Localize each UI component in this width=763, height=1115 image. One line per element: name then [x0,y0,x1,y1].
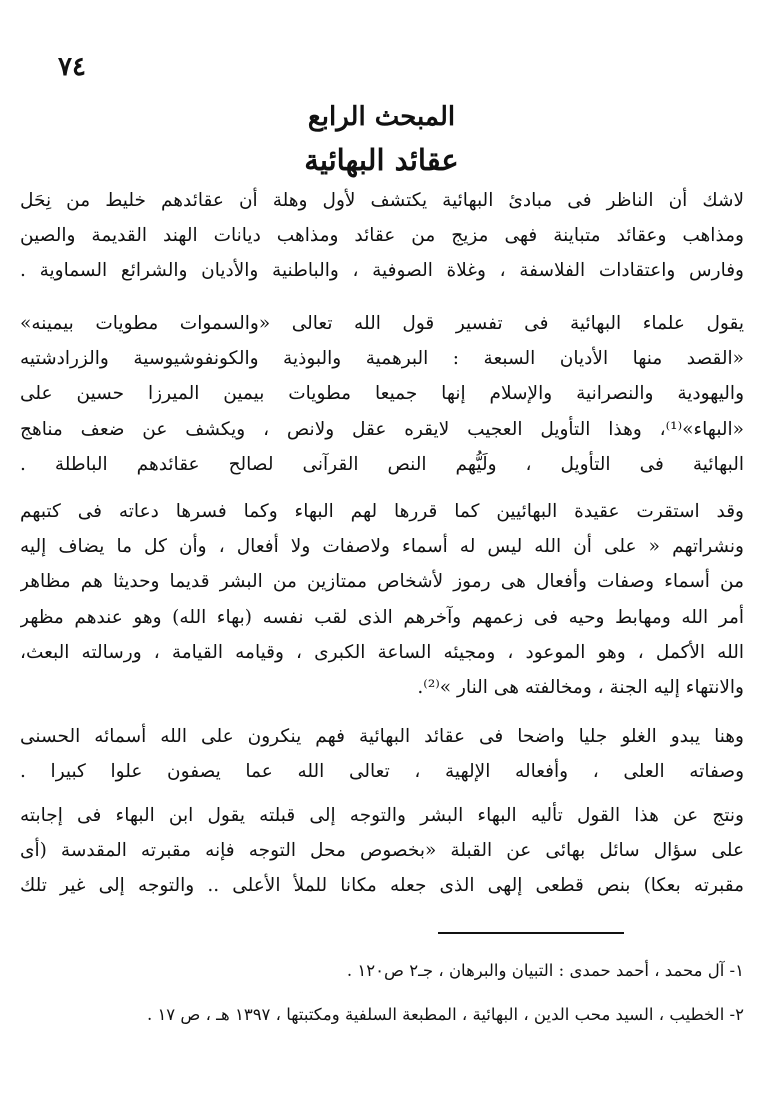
text-line: لاشك أن الناظر فى مبادئ البهائية يكتشف لأول وهلة أن عقائدهم خليط من نِحَل [20,190,744,211]
paragraph-1 [20,183,744,289]
paragraph-5 [20,798,744,904]
text-line: ومذاهب وعقائد متباينة فهى مزيج من عقائد ومذاهب ديانات الهند القديمة والصين [20,225,744,247]
text-line: ونتج عن هذا القول تأليه البهاء البشر والتوجه إلى قبلته يقول ابن البهاء فى إجابته [20,805,744,826]
footnote-1: ١- آل محمد ، أحمد حمدى : التبيان والبرهان ، جـ٢ ص١٢٠ . [346,961,744,980]
text-line: «البهاء»⁽¹⁾، وهذا التأويل العجيب لايقره عقل ولانص ، ويكشف عن ضعف مناهج [20,418,744,440]
text-line: «القصد منها الأديان السبعة : البرهمية والبوذية والكونفوشيوسية والزرادشتيه [20,348,744,370]
text-line: على سؤال سائل بهائى عن القبلة «بخصوص محل التوجه فإنه مقبرته المقدسة (أى [20,840,744,862]
text-line: وصفاته العلى ، وأفعاله الإلهية ، تعالى الله عما يصفون علوا كبيرا . [20,761,744,783]
footnote-divider [438,932,624,934]
text-line: يقول علماء البهائية فى تفسير قول الله تعالى «والسموات مطويات بيمينه» [20,313,744,334]
footnote-2: ٢- الخطيب ، السيد محب الدين ، البهائية ، المطبعة السلفية ومكتبتها ، ١٣٩٧ هـ ، ص ١٧ . [146,1005,744,1024]
text-line: الله الأكمل ، وهو الموعود ، ومجيئه الساعة الكبرى ، وقيامه القيامة ، ورسالته البعث، [20,641,744,663]
section-title: عقائد البهائية [304,143,459,177]
paragraph-2 [20,306,744,482]
section-heading: المبحث الرابع [307,102,456,132]
text-line: أمر الله ومهابط وحيه فى زعمهم وآخرهم الذى لقب نفسه (بهاء الله) وهو عندهم مظهر [20,606,744,628]
text-line: وفارس واعتقادات الفلاسفة ، وغلاة الصوفية ، والباطنية والأديان والشرائع السماوية . [20,260,744,282]
paragraph-4 [20,719,744,789]
text-line: ونشراتهم « على أن الله ليس له أسماء ولاصفات ولا أفعال ، وأن كل ما يضاف إليه [20,536,744,558]
page-number: ٧٤ [58,52,86,82]
text-line: وهنا يبدو الغلو جليا واضحا فى عقائد البهائية فهم ينكرون على الله أسمائه الحسنى [20,726,744,747]
text-line: من أسماء وصفات وأفعال هى رموز لأشخاص ممتازين من البشر قديما وحديثا هم مظاهر [20,571,744,593]
text-line: واليهودية والنصرانية والإسلام إنها جميعا مطويات بيمين الميرزا حسين على [20,383,744,405]
text-line: مقبرته بعكا) بنص قطعى إلهى الذى جعله مكانا للملأ الأعلى .. والتوجه إلى غير تلك [20,875,744,897]
text-line: وقد استقرت عقيدة البهائيين كما قررها لهم البهاء وكما فسرها دعاته فى كتبهم [20,501,744,522]
text-line: البهائية فى التأويل ، ولَيُّهم النص القرآنى لصالح عقائدهم الباطلة . [20,453,744,475]
text-line: والانتهاء إليه الجنة ، ومخالفته هى النار »⁽²⁾. [417,676,744,698]
paragraph-3 [20,494,744,705]
